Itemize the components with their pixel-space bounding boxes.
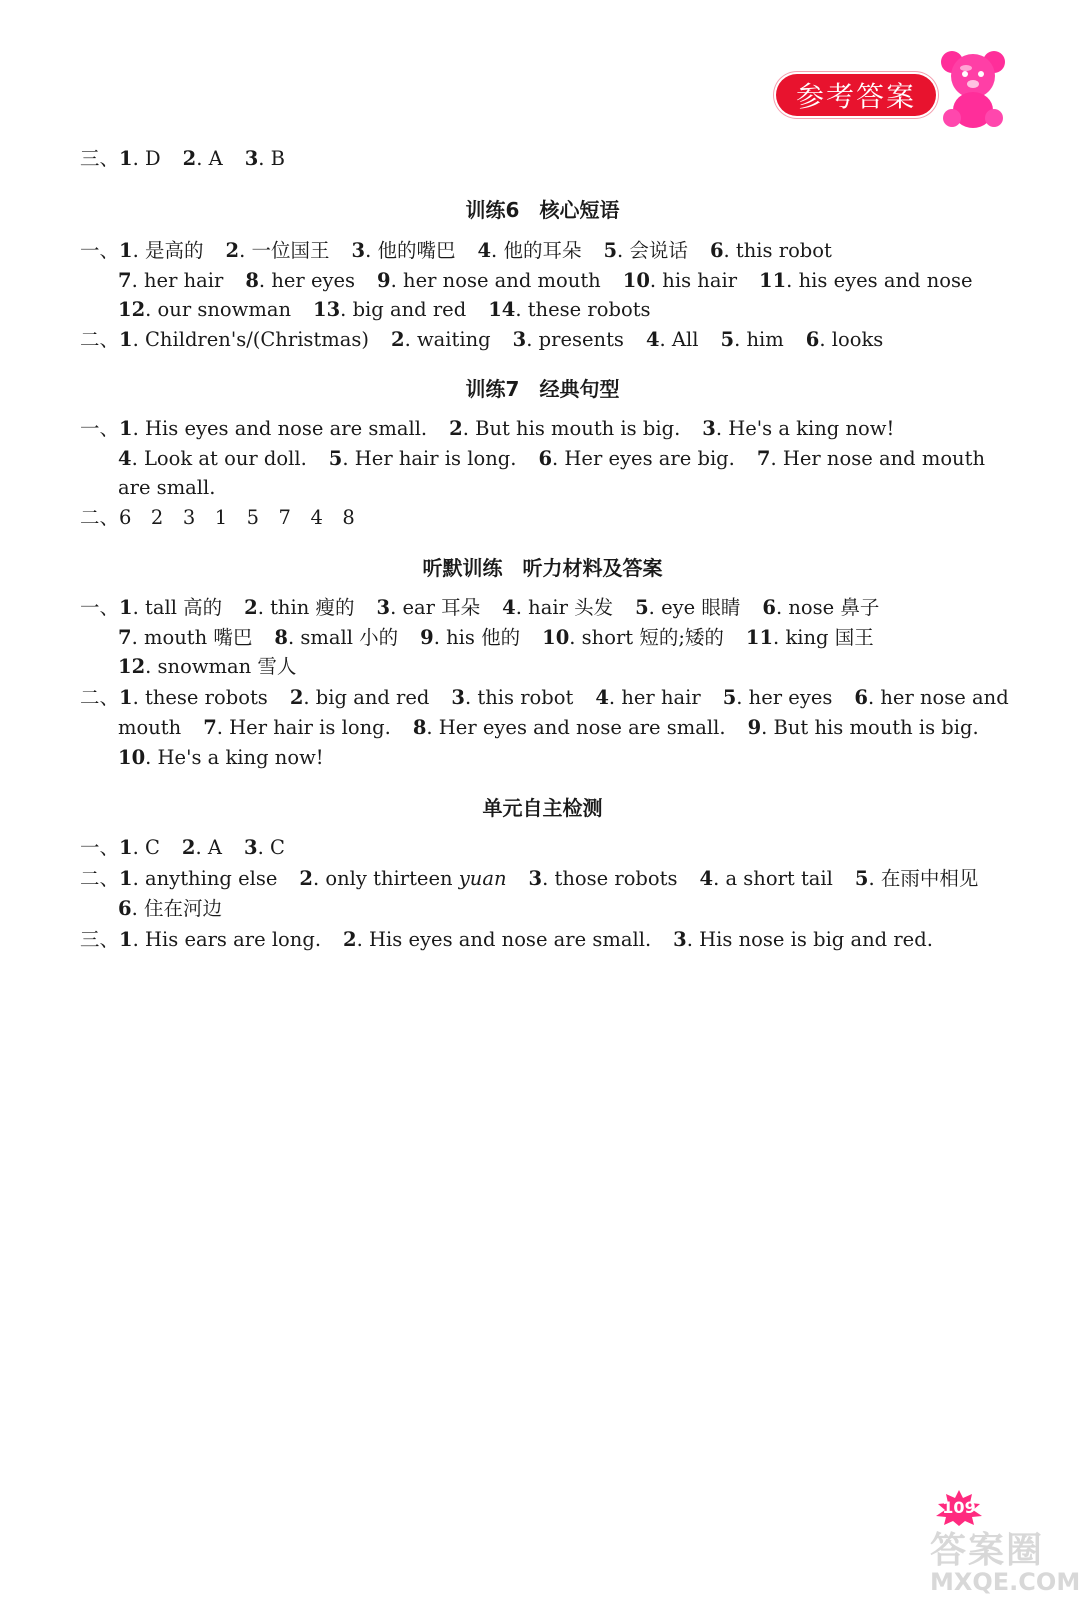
item-number: 1	[119, 928, 133, 951]
answer-text: . 会说话	[617, 239, 688, 262]
item-number: 11	[759, 269, 787, 292]
answer-text: . her eyes	[736, 686, 833, 709]
answer-text: . king 国王	[773, 626, 874, 649]
answer-text: . Her hair is long.	[342, 447, 517, 470]
answer-text: . C	[132, 836, 160, 859]
item-number: 6	[709, 239, 724, 262]
item-number: 6	[538, 447, 553, 470]
item-number: 3	[512, 328, 527, 351]
answer-text: . her nose and mouth	[390, 269, 601, 292]
item-number: 2	[449, 417, 463, 440]
answer-text: . All	[659, 328, 699, 351]
section-marker: 二、	[80, 686, 120, 709]
section-marker: 二、	[80, 867, 120, 890]
answer-text: . this robot	[464, 686, 574, 709]
item-number: 13	[313, 298, 341, 321]
item-number: 9	[747, 716, 762, 739]
answer-line	[80, 238, 832, 264]
answer-text: . this robot	[723, 239, 832, 262]
answer-text: . waiting	[404, 328, 491, 351]
answer-text: . 他的耳朵	[491, 239, 582, 262]
answer-text: . D	[132, 147, 161, 170]
answer-line	[80, 866, 978, 892]
item-number: 5	[854, 867, 869, 890]
item-number: 5	[328, 447, 343, 470]
watermark-text: 答案圈	[930, 1530, 1045, 1571]
answer-line	[80, 505, 355, 531]
answer-line	[118, 268, 973, 294]
section-marker: 二、	[80, 506, 120, 529]
answer-text: . C	[257, 836, 285, 859]
answer-text: . nose 鼻子	[775, 596, 880, 619]
item-number: 1	[119, 867, 133, 890]
answer-text: . Her eyes are big.	[552, 447, 735, 470]
answer-text: . Look at our doll.	[131, 447, 307, 470]
answer-text: . His ears are long.	[132, 928, 322, 951]
item-number: 5	[603, 239, 618, 262]
item-number: 9	[420, 626, 434, 649]
section-marker: 一、	[80, 239, 120, 262]
answer-text: . her hair	[131, 269, 224, 292]
item-number: 8	[274, 626, 288, 649]
answer-line	[118, 745, 324, 771]
section-title: 训练6 核心短语	[465, 198, 620, 222]
answer-text: . Her nose and mouth	[770, 447, 986, 470]
answer-line	[118, 654, 296, 680]
answer-line	[118, 446, 985, 472]
item-number: 10	[542, 626, 570, 649]
answer-text: . 一位国王	[239, 239, 330, 262]
answer-text: . ear 耳朵	[390, 596, 481, 619]
answer-text: . her nose and	[867, 686, 1009, 709]
item-number: 1	[119, 596, 133, 619]
answer-text: are small.	[118, 476, 216, 499]
section-title: 听默训练 听力材料及答案	[422, 556, 663, 580]
answer-text: . these robots	[132, 686, 268, 709]
answer-line	[80, 835, 285, 861]
answer-text: . anything else	[132, 867, 278, 890]
answer-text: . His eyes and nose are small.	[356, 928, 652, 951]
answer-line	[80, 685, 1009, 711]
item-number: 4	[118, 447, 132, 470]
item-number: 12	[118, 298, 146, 321]
item-number: 8	[412, 716, 427, 739]
answer-text: . his hair	[649, 269, 738, 292]
answer-line	[80, 927, 933, 953]
answer-text: . those robots	[542, 867, 678, 890]
answer-text: . 住在河边	[131, 897, 222, 920]
watermark-url: MXQE.COM	[930, 1568, 1081, 1596]
answer-text: . tall 高的	[132, 596, 223, 619]
item-number: 5	[635, 596, 649, 619]
section-title: 单元自主检测	[482, 796, 603, 820]
section-marker: 一、	[80, 596, 120, 619]
item-number: 4	[477, 239, 492, 262]
answer-text: . B	[258, 147, 285, 170]
item-number: 2	[289, 686, 304, 709]
answer-line	[118, 715, 979, 741]
header-badge: 参考答案	[776, 74, 936, 116]
answer-line	[80, 595, 879, 621]
item-number: 14	[488, 298, 516, 321]
item-number: 3	[528, 867, 543, 890]
item-number: 1	[119, 239, 133, 262]
item-number: 6	[805, 328, 820, 351]
answer-text: . presents	[526, 328, 624, 351]
item-number: 1	[119, 147, 133, 170]
answer-text: . He's a king now!	[145, 746, 324, 769]
answer-text: . looks	[819, 328, 884, 351]
item-number: 7	[118, 269, 132, 292]
answer-text: . 他的嘴巴	[365, 239, 456, 262]
answer-text: . eye 眼睛	[648, 596, 741, 619]
answer-line	[80, 146, 285, 172]
answer-line	[80, 327, 883, 353]
answer-line	[118, 896, 222, 922]
answer-text: mouth	[118, 716, 182, 739]
answer-text: . Her eyes and nose are small.	[426, 716, 726, 739]
answer-text: . But his mouth is big.	[761, 716, 979, 739]
item-number: 2	[181, 836, 196, 859]
item-number: 3	[351, 239, 366, 262]
item-number: 5	[722, 686, 737, 709]
item-number: 1	[119, 686, 133, 709]
answer-line	[118, 297, 651, 323]
answer-text: . these robots	[515, 298, 651, 321]
answer-text: . thin 瘦的	[257, 596, 355, 619]
item-number: 3	[243, 836, 258, 859]
item-number: 7	[203, 716, 217, 739]
item-number: 7	[118, 626, 132, 649]
item-number: 12	[118, 655, 146, 678]
item-number: 3	[702, 417, 716, 440]
answer-line	[80, 416, 894, 442]
answer-text: yuan	[458, 867, 507, 890]
answer-text: . His eyes and nose are small.	[132, 417, 428, 440]
answer-line	[118, 625, 874, 651]
answer-text: . Her hair is long.	[216, 716, 391, 739]
item-number: 6	[118, 897, 132, 920]
answer-line	[118, 475, 215, 501]
item-number: 4	[595, 686, 609, 709]
answer-text: . small 小的	[287, 626, 399, 649]
answer-text: . his 他的	[433, 626, 521, 649]
answer-text: . his eyes and nose	[786, 269, 973, 292]
item-number: 2	[391, 328, 405, 351]
item-number: 2	[225, 239, 240, 262]
bear-icon	[938, 48, 1008, 130]
watermark	[930, 1532, 1080, 1594]
answer-text: . A	[195, 836, 222, 859]
item-number: 9	[377, 269, 391, 292]
answer-text: . hair 头发	[515, 596, 614, 619]
answer-text: . A	[196, 147, 223, 170]
item-number: 3	[673, 928, 687, 951]
section-marker: 二、	[80, 328, 120, 351]
item-number: 10	[118, 746, 146, 769]
page-number-badge	[932, 1494, 986, 1520]
section-title: 训练7 经典句型	[465, 377, 620, 401]
section-marker: 三、	[80, 147, 120, 170]
answer-text: . But his mouth is big.	[462, 417, 681, 440]
item-number: 1	[119, 328, 133, 351]
item-number: 5	[720, 328, 735, 351]
answer-text: . Children's/(Christmas)	[132, 328, 370, 351]
answer-text: . big and red	[340, 298, 467, 321]
item-number: 3	[376, 596, 391, 619]
answer-text: . His nose is big and red.	[686, 928, 933, 951]
item-number: 2	[343, 928, 357, 951]
item-number: 2	[244, 596, 258, 619]
item-number: 4	[699, 867, 714, 890]
item-number: 11	[745, 626, 774, 649]
answer-text: . her eyes	[258, 269, 356, 292]
answer-text: . 是高的	[132, 239, 204, 262]
item-number: 3	[451, 686, 465, 709]
answer-text: . her hair	[608, 686, 701, 709]
item-number: 8	[245, 269, 259, 292]
answer-text: . him	[734, 328, 784, 351]
item-number: 6	[762, 596, 776, 619]
item-number: 1	[119, 836, 133, 859]
answer-text: . mouth 嘴巴	[131, 626, 253, 649]
answer-text: . snowman 雪人	[145, 655, 297, 678]
item-number: 1	[119, 417, 133, 440]
answer-text: . short 短的;矮的	[569, 626, 724, 649]
answer-text: . He's a king now!	[715, 417, 895, 440]
answer-text: 6 2 3 1 5 7 4 8	[119, 506, 355, 529]
section-marker: 一、	[80, 836, 120, 859]
item-number: 4	[502, 596, 516, 619]
item-number: 3	[244, 147, 259, 170]
item-number: 6	[854, 686, 868, 709]
section-marker: 三、	[80, 928, 120, 951]
item-number: 4	[645, 328, 660, 351]
item-number: 7	[756, 447, 771, 470]
page-number: 109	[942, 1497, 976, 1517]
answer-text: . only thirteen	[312, 867, 459, 890]
answer-text: . 在雨中相见	[868, 867, 979, 890]
answer-text: . a short tail	[713, 867, 833, 890]
section-marker: 一、	[80, 417, 120, 440]
item-number: 2	[182, 147, 197, 170]
item-number: 10	[622, 269, 650, 292]
answer-text: . our snowman	[145, 298, 292, 321]
item-number: 2	[299, 867, 313, 890]
answer-text: . big and red	[303, 686, 430, 709]
